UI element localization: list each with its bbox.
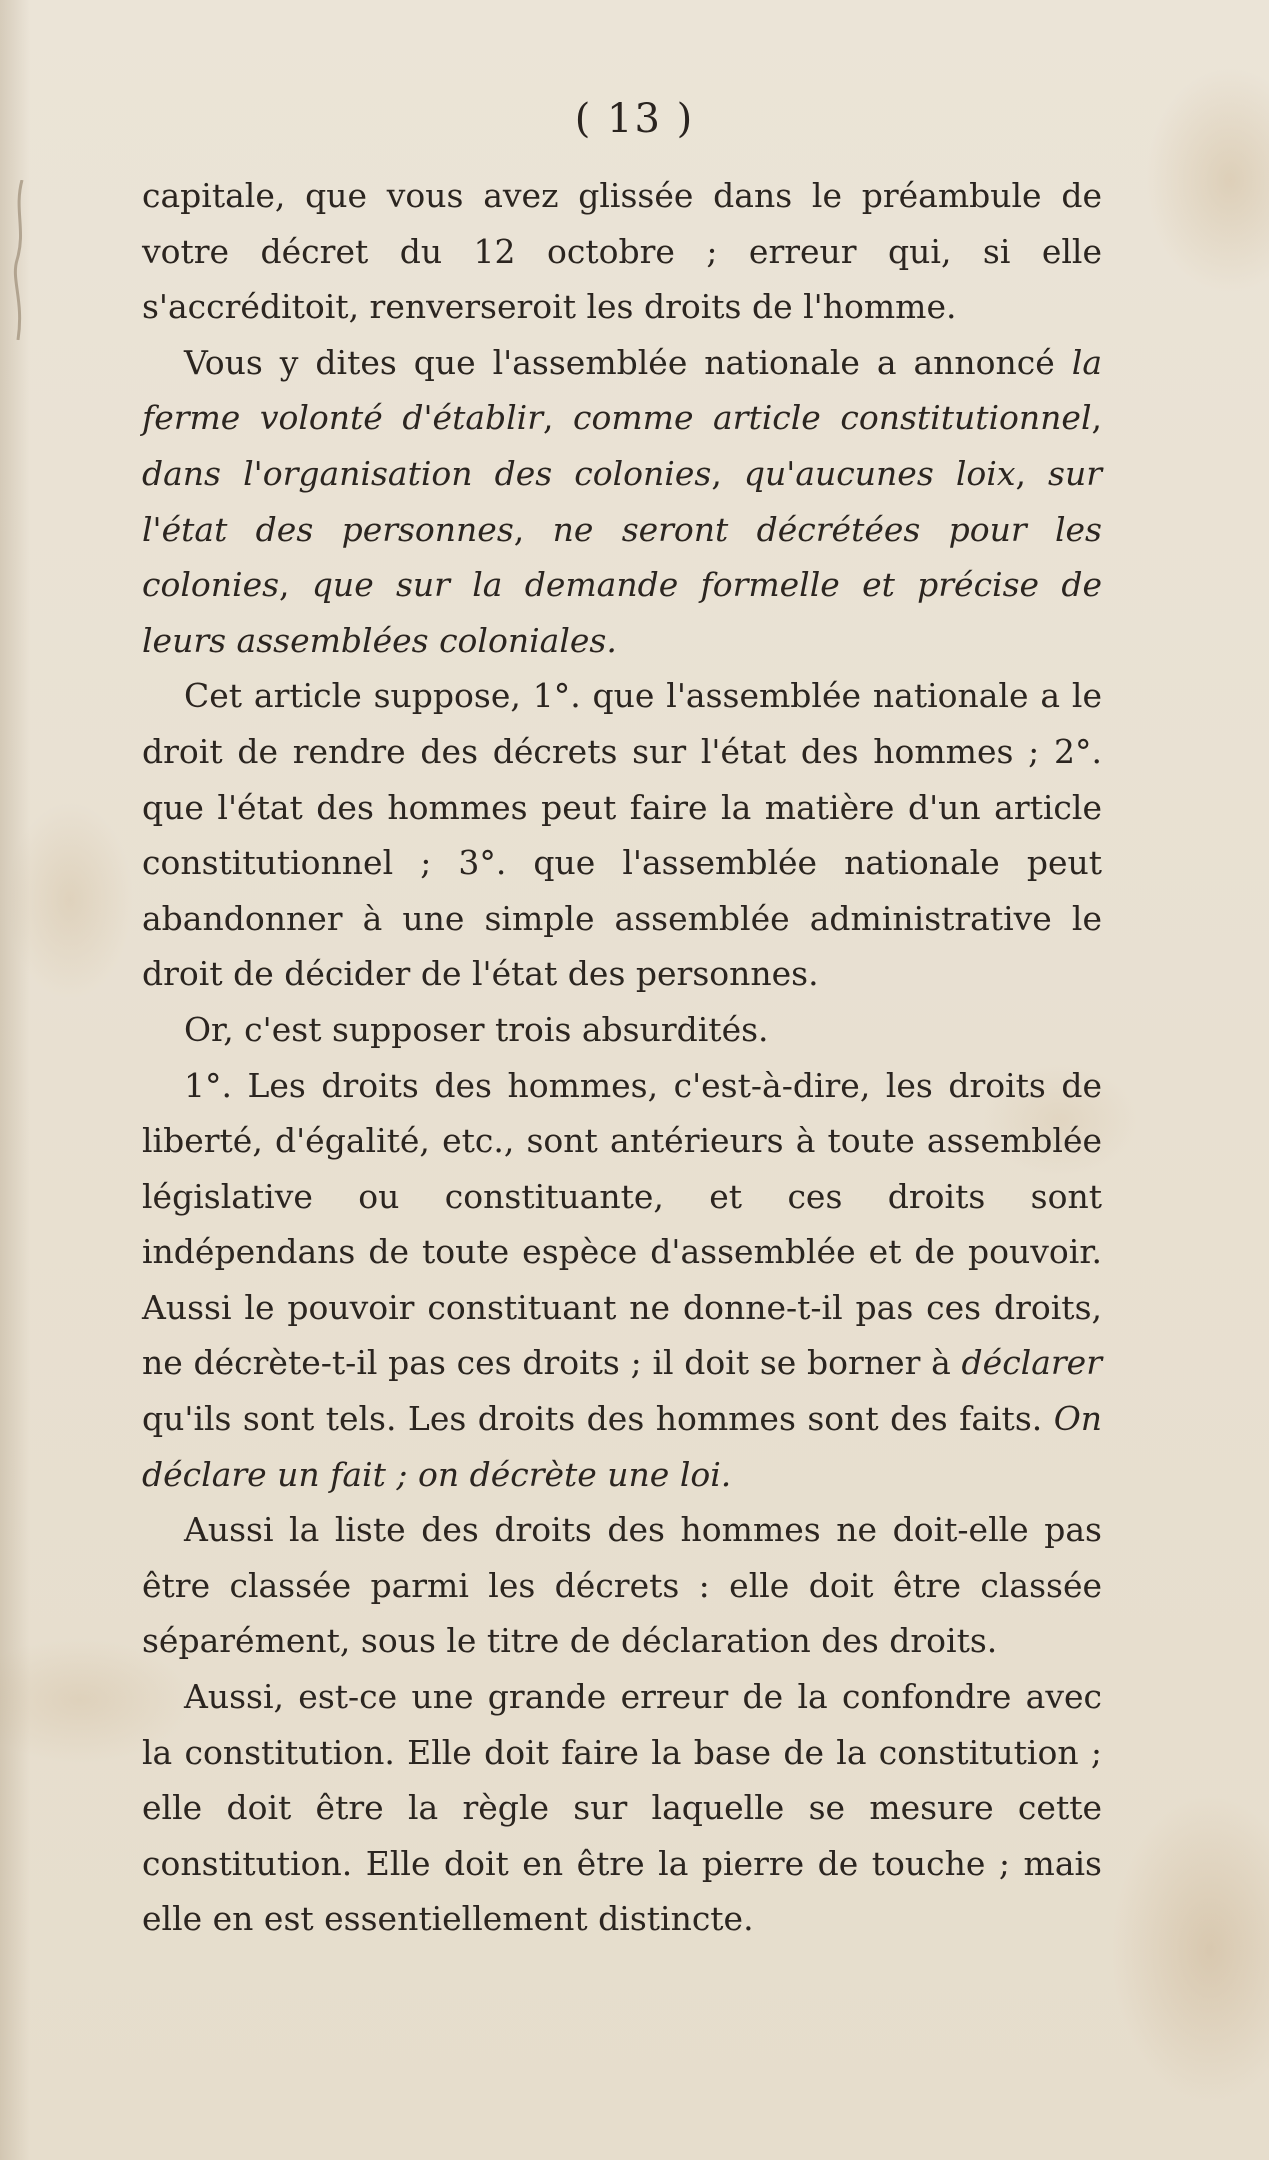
italic-run: ne seront décrétées pour les colonies — [142, 509, 1102, 605]
italic-run: sur l'état des personnes — [142, 453, 1102, 549]
text-run: , — [279, 565, 312, 605]
italic-run: On déclare un fait ; on décrète une loi. — [142, 1399, 1102, 1494]
text-run: qu'ils sont tels. Les droits des hommes sont des faits. — [142, 1399, 1054, 1439]
paragraph — [142, 668, 1102, 1002]
italic-run: la ferme volonté d'établir — [142, 342, 1102, 438]
italic-run: déclarer — [961, 1343, 1102, 1383]
text-run: 1°. Les droits des hommes, c'est-à-dire, les droits de liberté, d'égalité, etc., sont antérieurs à toute assemblée législative ou constituante, et ces droits sont indépendans de toute espèce d'assemblée et de pouvoir. Aussi le pouvoir constituant ne donne-t-il pas ces droits, ne décrète-t-il pas ces droits ; il doit se borner à — [142, 1065, 1102, 1383]
paragraph — [142, 1058, 1102, 1503]
text-run: , — [1091, 398, 1102, 438]
italic-run: que sur la demande formelle et précise de leurs assemblées coloniales. — [142, 565, 1102, 660]
text-run: Aussi la liste des droits des hommes ne doit-elle pas être classée parmi les décrets : elle doit être classée séparément, sous le titre de déclaration des droits. — [142, 1510, 1102, 1661]
paragraph — [142, 1502, 1102, 1669]
paragraph — [142, 1002, 1102, 1058]
paragraph — [142, 1669, 1102, 1947]
text-run: , — [543, 398, 574, 438]
italic-run: qu'aucunes loix — [743, 453, 1016, 493]
paragraph — [142, 168, 1102, 335]
text-run: , — [711, 453, 744, 493]
text-run: Aussi, est-ce une grande erreur de la confondre avec la constitution. Elle doit faire la base de la constitution ; elle doit être la règle sur laquelle se mesure cette constitution. Elle doit en être la pierre de touche ; mais elle en est essentiellement distincte. — [142, 1677, 1102, 1939]
text-run: , — [1015, 453, 1049, 493]
text-run: , — [513, 509, 553, 549]
text-run: capitale, que vous avez glissée dans le préambule de votre décret du 12 octobre ; erreur qui, si elle s'accréditoit, renverseroit les droits de l'homme. — [142, 176, 1102, 327]
body-text — [142, 168, 1102, 1947]
paragraph — [142, 335, 1102, 669]
text-run: Cet article suppose, 1°. que l'assemblée nationale a le droit de rendre des décrets sur l'état des hommes ; 2°. que l'état des hommes peut faire la matière d'un article constitutionnel ; 3°. que l'assemblée nationale peut abandonner à une simple assemblée administrative le droit de décider de l'état des personnes. — [142, 676, 1102, 994]
text-run: Vous y dites que l'assemblée nationale a annoncé — [184, 342, 1072, 382]
text-run: Or, c'est supposer trois absurdités. — [184, 1009, 769, 1049]
page-number: ( 13 ) — [574, 96, 695, 142]
italic-run: dans l'organisation des colonies — [142, 453, 712, 493]
binding-stain-mark — [8, 180, 30, 340]
italic-run: comme article constitutionnel — [573, 398, 1092, 438]
